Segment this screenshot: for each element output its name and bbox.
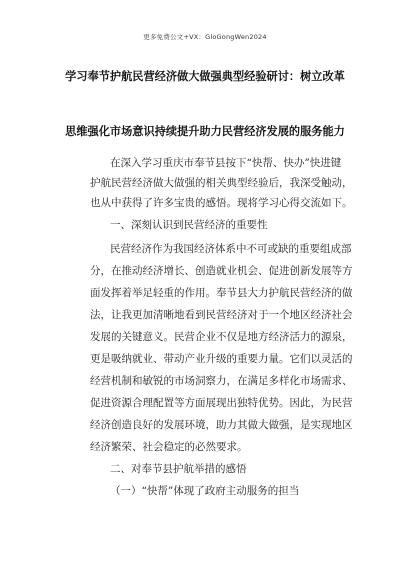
- document-title-line-1: 学习奉节护航民营经济做大做强典型经验研讨：树立改革: [65, 70, 345, 83]
- paragraph-2-line: 面发挥着举足轻重的作用。奉节县大力护航民营经济的做: [90, 287, 353, 299]
- section-heading-1: 一、深刻认识到民营经济的重要性: [110, 219, 268, 231]
- paragraph-2-line: 分，在推动经济增长、创造就业机会、促进创新发展等方: [90, 265, 353, 277]
- paragraph-2-line: 经济繁荣、社会稳定的必然要求。: [90, 441, 248, 453]
- paragraph-2-line: 更是吸纳就业、带动产业升级的重要力量。它们以灵活的: [90, 353, 353, 365]
- paragraph-1-line: 在深入学习重庆市奉节县按下“快帮、快办”快进键: [110, 157, 342, 169]
- paragraph-2-line: 经济创造良好的发展环境，助力其做大做强，是实现地区: [90, 419, 353, 431]
- page-header: 更多免费公文+VX：GloGongWen2024: [143, 33, 267, 41]
- paragraph-1-line: 护航民营经济做大做强的相关典型经验后，我深受触动，: [90, 177, 353, 189]
- paragraph-2-line: 民营经济作为我国经济体系中不可或缺的重要组成部: [110, 243, 352, 255]
- section-heading-2: 二、对奉节县护航举措的感悟: [110, 463, 247, 475]
- paragraph-2-line: 法，让我更加清晰地看到民营经济对于一个地区经济社会: [90, 309, 353, 321]
- paragraph-2-line: 发展的关键意义。民营企业不仅是地方经济活力的源泉，: [90, 331, 353, 343]
- paragraph-1-line: 也从中获得了许多宝贵的感悟。现将学习心得交流如下。: [90, 197, 353, 209]
- paragraph-2-line: 经营机制和敏锐的市场洞察力，在满足多样化市场需求、: [90, 375, 353, 387]
- document-title-line-2: 思维强化市场意识持续提升助力民营经济发展的服务能力: [65, 125, 345, 138]
- paragraph-2-line: 促进资源合理配置等方面展现出独特优势。因此，为民营: [90, 397, 353, 409]
- subsection-heading-1: （一）“快帮”体现了政府主动服务的担当: [110, 485, 300, 497]
